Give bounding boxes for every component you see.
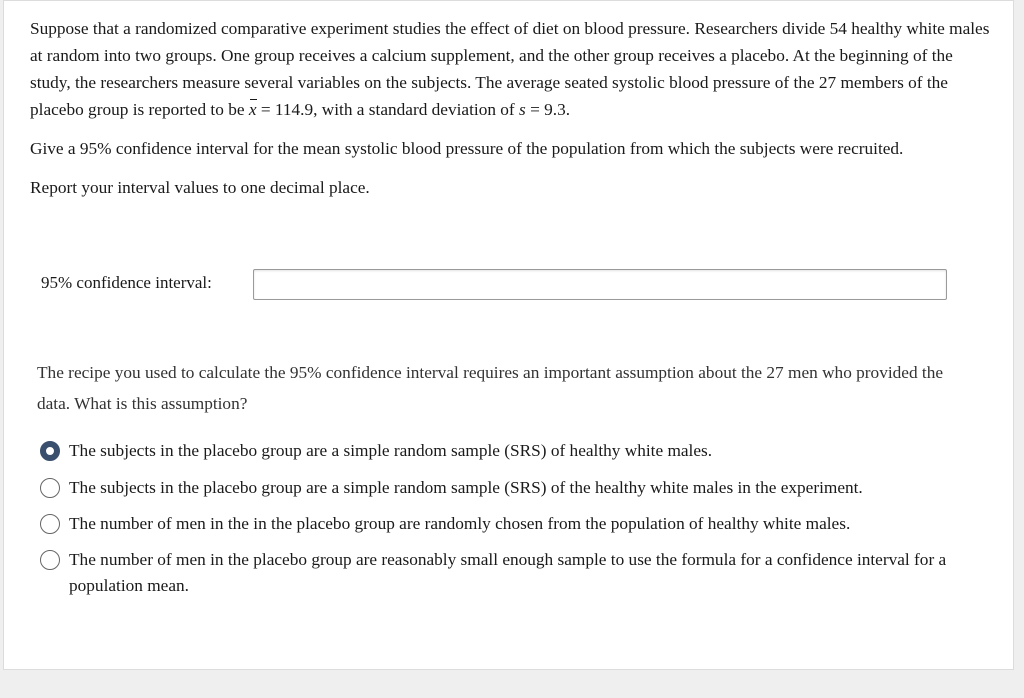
- question-text-c: = 9.3.: [525, 100, 571, 119]
- radio-option-2[interactable]: [40, 478, 60, 498]
- confidence-interval-input[interactable]: [253, 269, 947, 300]
- s-symbol: s: [519, 100, 526, 119]
- question-text-a: Suppose that a randomized comparative experiment studies the effect of diet on blood pressure. Researchers divide 54 healthy white males at random into two groups. One group receives a calcium supplement, and the other group receives a placebo. At the beginning of the study, the researchers measure several variables on the subjects. The average seated systolic blood pressure of the 27 members of the placebo group is reported to be: [30, 19, 990, 119]
- confidence-interval-label: 95% confidence interval:: [41, 273, 212, 292]
- option-4-label[interactable]: The number of men in the placebo group are reasonably small enough sample to use the formula for a confidence interval for a population mean.: [69, 550, 947, 595]
- question-stem: [30, 15, 995, 201]
- question-paragraph-1: [30, 15, 995, 123]
- question-text-b: = 114.9, with a standard deviation of: [256, 100, 520, 119]
- option-3-label[interactable]: The number of men in the in the placebo group are randomly chosen from the population of healthy white males.: [69, 514, 851, 533]
- question-card: [3, 0, 1014, 670]
- question-paragraph-2: Give a 95% confidence interval for the mean systolic blood pressure of the population from which the subjects were recruited.: [30, 139, 904, 158]
- assumption-prompt: The recipe you used to calculate the 95% confidence interval requires an important assumption about the 27 men who provided the data. What is this assumption?: [37, 363, 944, 413]
- option-2-label[interactable]: The subjects in the placebo group are a simple random sample (SRS) of the healthy white males in the experiment.: [69, 478, 863, 497]
- xbar-symbol: x: [249, 96, 257, 123]
- radio-option-1[interactable]: [40, 441, 60, 461]
- question-paragraph-3: Report your interval values to one decimal place.: [30, 178, 370, 197]
- option-1-label[interactable]: The subjects in the placebo group are a simple random sample (SRS) of healthy white males.: [69, 441, 713, 460]
- radio-option-4[interactable]: [40, 550, 60, 570]
- radio-option-3[interactable]: [40, 514, 60, 534]
